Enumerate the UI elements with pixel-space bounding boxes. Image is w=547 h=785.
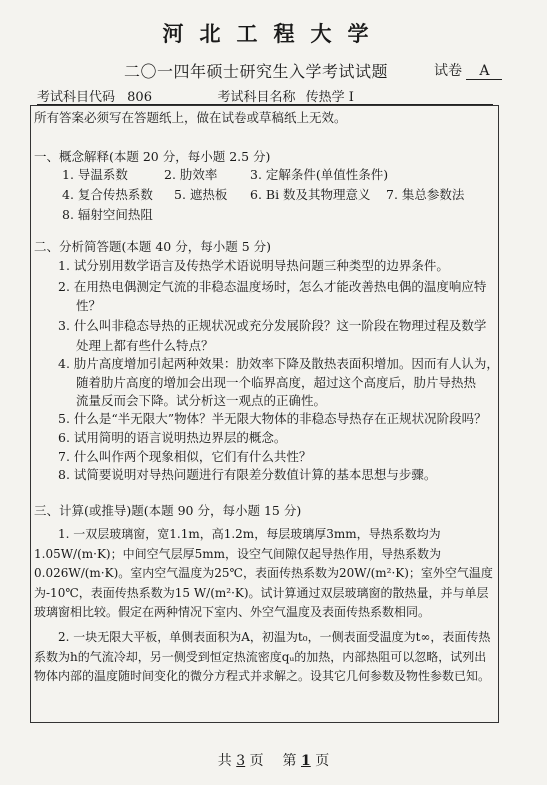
concept-item: 2. 肋效率 (164, 167, 218, 182)
total-suffix: 页 (249, 753, 264, 769)
question-item: 2. 在用热电偶测定气流的非稳态温度场时，怎么才能改善热电偶的温度响应特 (58, 279, 487, 294)
question-item-continued: 性？ (76, 298, 102, 313)
section3-heading: 三、计算(或推导)题(本题 90 分，每小题 15 分) (34, 503, 302, 518)
university-name: 河北工程大学 (162, 22, 385, 46)
total-pages: 3 (236, 753, 246, 769)
question-item-continued: 流量反而会下降。试分析这一观点的正确性。 (76, 393, 327, 408)
subject-value: 传热学 I (300, 91, 412, 106)
concept-item: 3. 定解条件(单值性条件) (250, 167, 389, 182)
page-prefix: 第 (282, 753, 297, 769)
answer-notice: 所有答案必须写在答题纸上，做在试卷或草稿纸上无效。 (34, 110, 347, 125)
calc-problem: 2. 一块无限大平板，单侧表面积为A，初温为t₀，一侧表面受温度为t∞，表面传热系数为h的气流冷却，另一侧受到恒定热流密度qᵤ的加热，内部热阻可以忽略，试列出物体内部的温度随时间变化的微分方程式并求解之。设其它几何参数及物性参数已知。 (34, 630, 491, 683)
question-item: 3. 什么叫非稳态导热的正规状况或充分发展阶段？这一阶段在物理过程及数学 (58, 318, 487, 333)
section2-heading: 二、分析简答题(本题 40 分，每小题 5 分) (34, 239, 272, 254)
question-item-continued: 随着肋片高度的增加会出现一个临界高度，超过这个高度后，肋片导热热 (76, 375, 477, 390)
concept-item: 7. 集总参数法 (386, 187, 465, 202)
question-item: 1. 试分别用数学语言及传热学术语说明导热问题三种类型的边界条件。 (58, 258, 449, 273)
page-footer (0, 750, 547, 770)
total-prefix: 共 (217, 753, 232, 769)
question-item: 5. 什么是“半无限大”物体？半无限大物体的非稳态导热存在正规状况阶段吗？ (58, 411, 487, 426)
question-item: 4. 肋片高度增加引起两种效果：肋效率下降及散热表面积增加。因而有人认为， (58, 356, 499, 371)
concept-item: 8. 辐射空间热阻 (62, 207, 153, 222)
concept-item: 6. Bi 数及其物理意义 (250, 187, 371, 202)
code-label: 考试科目代码 (37, 90, 116, 105)
page-suffix: 页 (315, 753, 330, 769)
question-item: 6. 试用简明的语言说明热边界层的概念。 (58, 430, 287, 445)
question-item: 8. 试简要说明对导热问题进行有限差分数值计算的基本思想与步骤。 (58, 467, 437, 482)
concept-item: 4. 复合传热系数 (62, 187, 153, 202)
exam-title: 二〇一四年硕士研究生入学考试试题 (124, 62, 389, 81)
paper-value: A (466, 64, 502, 80)
page-number: 1 (300, 753, 311, 769)
concept-item: 5. 遮热板 (174, 187, 228, 202)
question-item-continued: 处理上都有些什么特点？ (76, 338, 214, 353)
calc-problem: 1. 一双层玻璃窗，宽1.1m，高1.2m，每层玻璃厚3mm，导热系数均为1.05W/(m·K)；中间空气层厚5mm，设空气间隙仅起导热作用，导热系数为0.026W/(m·K)。室内空气温度为25℃，表面传热系数为20W/(m²·K)；室外空气温度为-10℃，表面传热系数为15 W/(m²·K)。试计算通过双层玻璃窗的散热量，并与单层玻璃窗相比较。假定在两种情况下室内、外空气温度及表面传热系数相同。 (34, 527, 493, 619)
question-item: 7. 什么叫作两个现象相似，它们有什么共性？ (58, 449, 312, 464)
paper-version (434, 60, 502, 80)
subject-label: 考试科目名称 (217, 90, 296, 105)
paper-label: 试卷 (434, 63, 462, 79)
subject-info-line (37, 86, 493, 105)
code-value: 806 (119, 91, 203, 106)
section1-heading: 一、概念解释(本题 20 分，每小题 2.5 分) (34, 149, 271, 164)
concept-item: 1. 导温系数 (62, 167, 128, 182)
